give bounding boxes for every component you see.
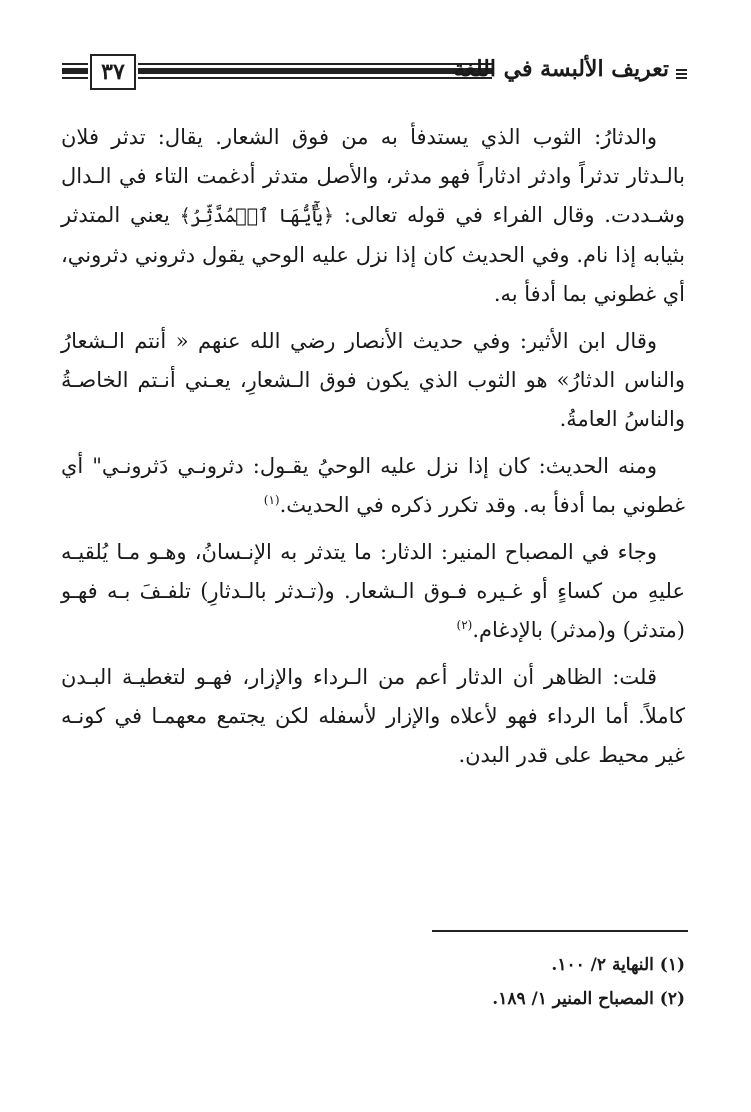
paragraph-3-text: ومنه الحديث: كان إذا نزل عليه الوحيُ يقـول: دثرونـي دَثرونـي" أي غطوني بما أدفأ به. وقد تكرر ذكره في الحديث. xyxy=(61,454,685,517)
footnote-divider xyxy=(432,930,688,932)
footnote-2: (٢) المصباح المنير ١/ ١٨٩. xyxy=(492,989,685,1009)
footnotes xyxy=(65,948,685,1016)
paragraph-1 xyxy=(61,118,685,314)
footnote-ref-2[interactable]: (٢) xyxy=(456,618,473,632)
footnote-ref-1[interactable]: (١) xyxy=(263,493,280,507)
paragraph-5 xyxy=(61,658,685,775)
paragraph-1-text: والدثارُ: الثوب الذي يستدفأ به من فوق الشعار. يقال: تدثر فلان بالـدثار تدثراً وادثر ادثاراً فهو مدثر، والأصل متدثر أدغمت التاء في الـدال وشـددت. وقال الفراء في قوله تعالى: xyxy=(61,125,685,227)
header-rule-right xyxy=(138,63,492,85)
header-marker-icon xyxy=(676,69,687,80)
paragraph-4 xyxy=(61,533,685,650)
body-text xyxy=(61,118,685,783)
paragraph-1-text-after: يعني المتدثر بثيابه إذا نام. وفي الحديث كان إذا نزل عليه الوحي يقول دثروني دثروني، أي غطوني بما أدفأ به. xyxy=(61,203,685,306)
quran-verse: ﴿يَٰٓأَيُّهَا ٱلۡمُدَّثِّرُ﴾ xyxy=(179,205,335,227)
footnote-1: (١) النهاية ٢/ ١٠٠. xyxy=(551,955,685,975)
paragraph-3 xyxy=(61,447,685,525)
paragraph-2-text: وقال ابن الأثير: وفي حديث الأنصار رضي الله عنهم « أنتم الـشعارُ والناس الدثارُ» هو الثوب الذي يكون فوق الـشعارِ، يعـني أنـتم الخاصـةُ والناسُ العامةُ. xyxy=(61,329,685,431)
paragraph-5-text: قلت: الظاهر أن الدثار أعم من الـرداء والإزار، فهـو لتغطيـة البـدن كاملاً. أما الرداء فهو لأعلاه والإزار لأسفله لكن يجتمع معهمـا في كونـه غير محيط على قدر البدن. xyxy=(61,665,685,767)
running-header xyxy=(62,52,687,96)
paragraph-4-text: وجاء في المصباح المنير: الدثار: ما يتدثر به الإنـسانُ، وهـو مـا يُلقيـه عليهِ من كساءٍ أو غـيره فـوق الـشعار. و(تـدثر بالـدثارِ) تلفـفَ بـه فهـو (متدثر) و(مدثر) بالإدغام. xyxy=(61,540,685,642)
header-rule-left xyxy=(62,63,88,85)
page-number: ٣٧ xyxy=(90,54,136,90)
paragraph-2 xyxy=(61,322,685,439)
header-title: تعريف الألبسة في اللغة xyxy=(453,56,669,82)
